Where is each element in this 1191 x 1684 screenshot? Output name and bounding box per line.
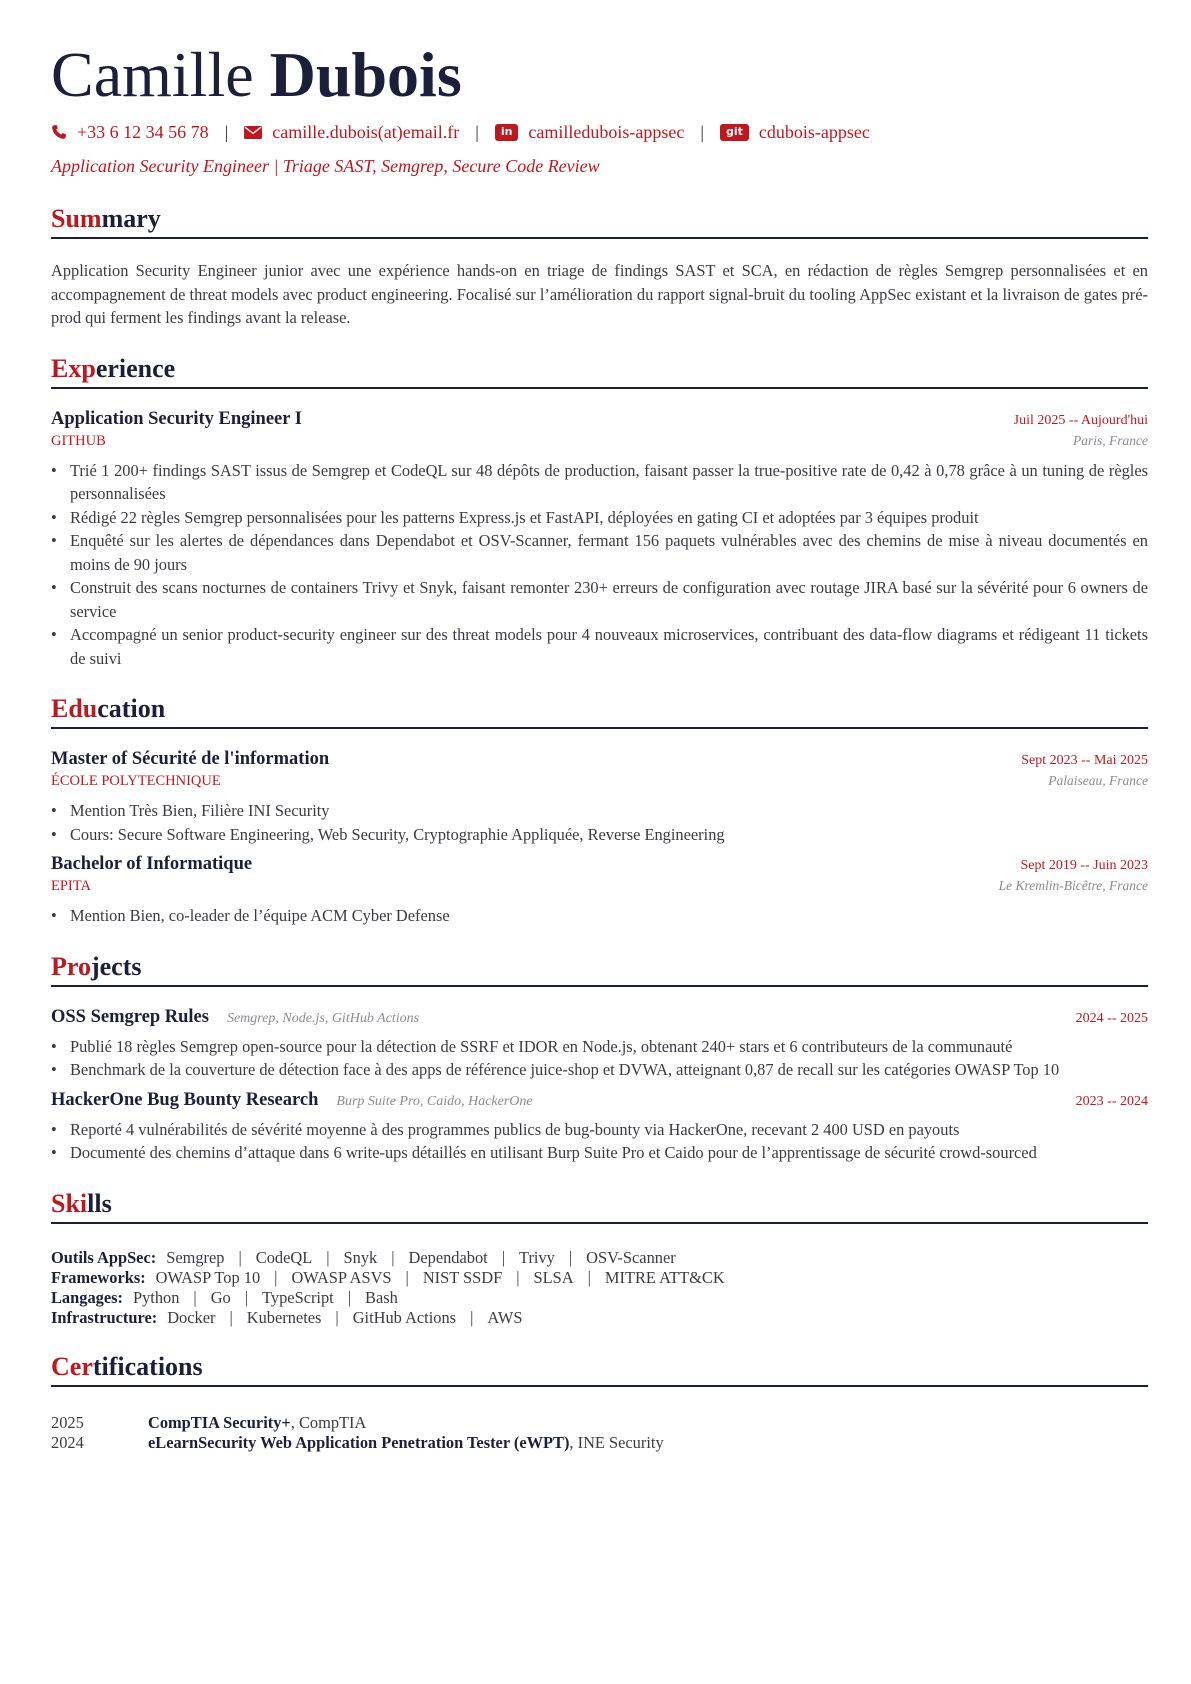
education-entry <box>51 749 1148 846</box>
skill-item: Semgrep <box>166 1247 225 1267</box>
linkedin-handle: camilledubois-appsec <box>528 121 685 142</box>
certifications-section <box>51 1350 1148 1453</box>
section-divider <box>51 727 1148 729</box>
bullet-item: • Trié 1 200+ findings SAST issus de Semgrep et CodeQL sur 48 dépôts de production, faisant passer la true-positive rate de 0,42 à 0,78 grâce à un tuning de règles personnalisées <box>51 459 1148 506</box>
skill-row <box>51 1308 1148 1328</box>
candidate-name <box>51 40 1148 110</box>
section-title: Summary <box>51 204 161 233</box>
phone-icon <box>51 124 67 140</box>
project-title: HackerOne Bug Bounty Research <box>51 1089 319 1110</box>
skill-item: TypeScript <box>262 1287 334 1307</box>
skill-item: MITRE ATT&CK <box>604 1267 725 1287</box>
certification-row <box>51 1433 1148 1453</box>
cert-year: 2025 <box>51 1412 84 1432</box>
bullet-item: • Mention Très Bien, Filière INI Security <box>51 799 1148 823</box>
certifications-list <box>51 1413 1148 1453</box>
experience-section <box>51 352 1148 671</box>
location: Le Kremlin-Bicêtre, France <box>998 878 1148 893</box>
skill-category-label: Infrastructure: <box>51 1307 158 1327</box>
cert-year: 2024 <box>51 1432 84 1452</box>
bullet-list <box>51 904 1148 928</box>
phone-number: +33 6 12 34 56 78 <box>77 121 209 142</box>
email-address: camille.dubois(at)email.fr <box>272 121 460 142</box>
skill-separator: | <box>193 1287 197 1307</box>
bullet-item: • Reporté 4 vulnérabilités de sévérité moyenne à des programmes publics de bug-bounty via HackerOne, recevant 2 400 USD en payouts <box>51 1118 1148 1142</box>
skill-separator: | <box>587 1267 591 1287</box>
project-tech: Burp Suite Pro, Caido, HackerOne <box>336 1093 533 1109</box>
phone-contact[interactable] <box>51 122 209 143</box>
skill-item: Python <box>132 1287 180 1307</box>
date-range: Sept 2023 -- Mai 2025 <box>1021 753 1148 768</box>
skill-item: Go <box>210 1287 231 1307</box>
project-entry <box>51 1090 1148 1165</box>
skill-category-label: Langages: <box>51 1287 123 1307</box>
section-title: Skills <box>51 1188 112 1218</box>
bullet-item: • Benchmark de la couverture de détection face à des apps de référence juice-shop et DVWA, atteignant 0,87 de recall sur les catégories OWASP Top 10 <box>51 1058 1148 1082</box>
summary-section <box>51 202 1148 330</box>
project-title: OSS Semgrep Rules <box>51 1006 209 1027</box>
tagline: Application Security Engineer | Triage SAST, Semgrep, Secure Code Review <box>51 156 600 176</box>
section-divider <box>51 1222 1148 1224</box>
github-contact[interactable] <box>720 122 870 143</box>
section-divider <box>51 387 1148 389</box>
section-divider <box>51 237 1148 239</box>
bullet-item: • Enquêté sur les alertes de dépendances dans Dependabot et OSV-Scanner, fermant 156 paquets vulnérables avec des chemins de mise à niveau documentés en moins de 90 jours <box>51 529 1148 576</box>
skill-separator: | <box>347 1287 352 1307</box>
skill-separator: | <box>238 1247 242 1267</box>
experience-entry <box>51 409 1148 671</box>
skill-separator: | <box>391 1247 395 1267</box>
bullet-item: • Publié 18 règles Semgrep open-source pour la détection de SSRF et IDOR en Node.js, obtenant 240+ stars et 6 contributeurs de la communauté <box>51 1035 1148 1059</box>
skill-separator: | <box>274 1267 278 1287</box>
email-contact[interactable] <box>244 122 459 143</box>
cert-name: eLearnSecurity Web Application Penetration Tester (eWPT) <box>148 1432 570 1452</box>
skill-item: OWASP Top 10 <box>155 1267 261 1287</box>
skill-item: Trivy <box>519 1247 555 1267</box>
section-divider <box>51 1385 1148 1387</box>
skill-item: OWASP ASVS <box>291 1267 392 1287</box>
skill-item: Dependabot <box>408 1247 488 1267</box>
date-range: Sept 2019 -- Juin 2023 <box>1020 858 1148 873</box>
section-title: Certifications <box>51 1351 203 1381</box>
company-name: GITHUB <box>51 432 106 449</box>
skill-item: Bash <box>365 1287 398 1307</box>
skill-separator: | <box>229 1307 233 1327</box>
contact-bar <box>51 120 1148 144</box>
date-range: Juil 2025 -- Aujourd'hui <box>1013 412 1148 428</box>
skill-separator: | <box>470 1307 474 1327</box>
skill-item: Kubernetes <box>246 1307 322 1327</box>
date-range: 2023 -- 2024 <box>1075 1093 1148 1109</box>
last-name: Dubois <box>269 39 462 110</box>
skill-row <box>51 1248 1148 1268</box>
linkedin-contact[interactable] <box>495 122 685 143</box>
cert-issuer: , CompTIA <box>290 1412 367 1432</box>
contact-separator: | <box>700 121 704 142</box>
summary-text: Application Security Engineer junior avec une expérience hands-on en triage de findings SAST et SCA, en rédaction de règles Semgrep personnalisées et en accompagnement de threat models avec product engineering. Focalisé sur l’amélioration du rapport signal-bruit du tooling AppSec existant et la livraison de gates pré-prod qui ferment les findings avant la release. <box>51 261 1148 327</box>
certification-row <box>51 1413 1148 1433</box>
section-title: Projects <box>51 951 142 981</box>
skill-separator: | <box>405 1267 409 1287</box>
skill-separator: | <box>568 1247 573 1267</box>
skill-item: OSV-Scanner <box>586 1247 676 1267</box>
contact-separator: | <box>475 121 479 142</box>
degree-title: Master of Sécurité de l'information <box>51 749 330 769</box>
skills-list <box>51 1248 1148 1328</box>
bullet-list <box>51 1035 1148 1082</box>
skill-item: Snyk <box>343 1247 378 1267</box>
section-title: Experience <box>51 353 176 383</box>
date-range: 2024 -- 2025 <box>1075 1010 1148 1026</box>
skill-item: GitHub Actions <box>352 1307 457 1327</box>
contact-separator: | <box>224 121 229 142</box>
location: Paris, France <box>1073 432 1148 448</box>
bullet-item: • Documenté des chemins d’attaque dans 6 write-ups détaillés en utilisant Burp Suite Pro et Caido pour de l’apprentissage de sécurité crowd-sourced <box>51 1141 1148 1165</box>
skill-category-label: Frameworks: <box>51 1267 146 1287</box>
school-name: EPITA <box>51 878 91 894</box>
git-icon: git <box>720 124 749 141</box>
skills-section <box>51 1187 1148 1328</box>
bullet-list <box>51 459 1148 671</box>
first-name: Camille <box>51 39 254 110</box>
bullet-item: • Construit des scans nocturnes de containers Trivy et Snyk, faisant remonter 230+ erreurs de configuration avec routage JIRA basé sur la sévérité pour 6 owners de service <box>51 576 1148 623</box>
skill-separator: | <box>335 1307 339 1327</box>
cert-issuer: , INE Security <box>569 1432 664 1452</box>
skill-item: SLSA <box>533 1267 574 1287</box>
skill-separator: | <box>326 1247 330 1267</box>
github-handle: cdubois-appsec <box>758 121 870 142</box>
section-divider <box>51 985 1148 987</box>
skill-item: Docker <box>167 1307 216 1327</box>
cert-name: CompTIA Security+ <box>148 1412 291 1432</box>
skill-item: CodeQL <box>255 1247 313 1267</box>
skill-category-label: Outils AppSec: <box>51 1247 157 1267</box>
projects-section <box>51 950 1148 1165</box>
section-title: Education <box>51 694 166 723</box>
project-entry <box>51 1007 1148 1082</box>
skill-separator: | <box>516 1267 520 1287</box>
bullet-list <box>51 1118 1148 1165</box>
bullet-item: • Accompagné un senior product-security engineer sur des threat models pour 4 nouveaux microservices, contribuant des data-flow diagrams et rédigeant 11 tickets de suivi <box>51 623 1148 670</box>
skill-row <box>51 1288 1148 1308</box>
skill-item: NIST SSDF <box>422 1267 503 1287</box>
bullet-item: • Rédigé 22 règles Semgrep personnalisées pour les patterns Express.js et FastAPI, déployées en gating CI et adoptées par 3 équipes produit <box>51 506 1148 530</box>
education-entry <box>51 854 1148 928</box>
skill-item: AWS <box>487 1307 523 1327</box>
bullet-list <box>51 799 1148 846</box>
job-title: Application Security Engineer I <box>51 408 302 429</box>
school-name: ÉCOLE POLYTECHNIQUE <box>51 773 221 789</box>
resume-content <box>51 40 1148 1453</box>
skill-row <box>51 1268 1148 1288</box>
location: Palaiseau, France <box>1048 773 1148 788</box>
education-section <box>51 692 1148 928</box>
degree-title: Bachelor of Informatique <box>51 854 253 874</box>
skill-separator: | <box>501 1247 506 1267</box>
bullet-item: • Mention Bien, co-leader de l’équipe ACM Cyber Defense <box>51 904 1148 928</box>
skill-separator: | <box>244 1287 249 1307</box>
project-tech: Semgrep, Node.js, GitHub Actions <box>226 1010 420 1026</box>
bullet-item: • Cours: Secure Software Engineering, Web Security, Cryptographie Appliquée, Reverse Engineering <box>51 823 1148 847</box>
envelope-icon <box>244 126 262 139</box>
linkedin-icon: in <box>495 124 519 141</box>
